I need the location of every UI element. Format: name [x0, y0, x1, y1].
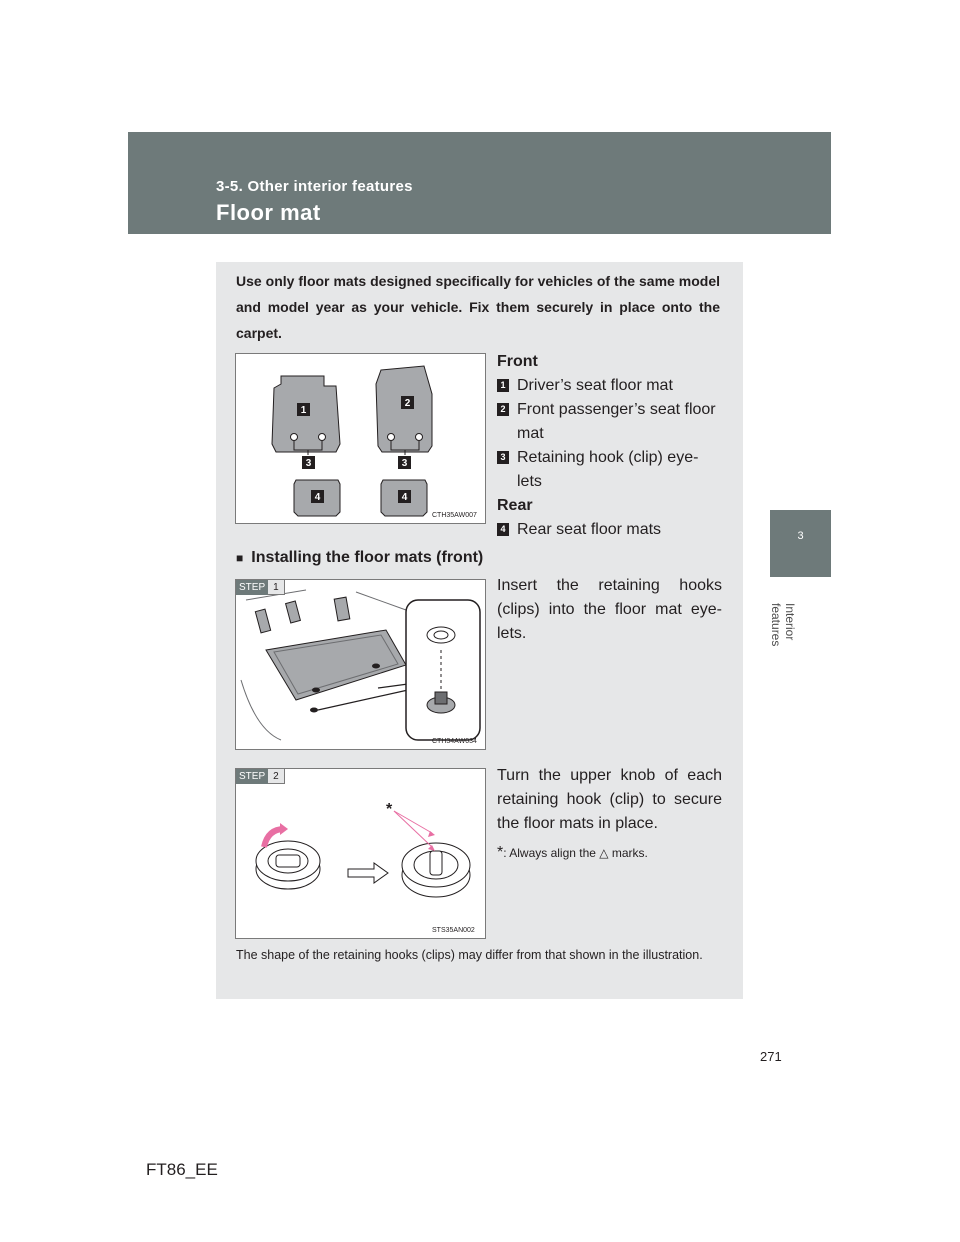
callout-3-right: [398, 456, 411, 469]
step2-illustration: [235, 768, 486, 939]
step2-text: Turn the upper knob of each retaining hook (clip) to secure the floor mats in place.: [497, 767, 722, 832]
floor-mat-diagram: [235, 353, 486, 524]
legend-item: 3 Retaining hook (clip) eye-lets: [497, 446, 722, 494]
legend-badge: 3: [497, 451, 509, 464]
legend-badge: 4: [497, 523, 509, 536]
rear-heading: Rear: [497, 497, 533, 514]
chapter-tab: [770, 510, 831, 577]
step1-badge: STEP 1: [236, 580, 285, 595]
document-code: FT86_EE: [146, 1160, 218, 1179]
svg-text:2: 2: [404, 398, 411, 409]
page-header: [128, 132, 831, 234]
legend-badge: 2: [497, 403, 509, 416]
asterisk: *: [386, 801, 393, 818]
footnote: The shape of the retaining hooks (clips) may differ from that shown in the illustration.: [236, 948, 703, 962]
step2-badge: STEP 2: [236, 769, 285, 784]
chapter-label: Interior features: [769, 603, 797, 647]
legend-item: 1 Driver’s seat floor mat: [497, 374, 722, 398]
legend: [497, 350, 722, 542]
callout-4-left: [311, 490, 324, 503]
step1-illustration: [235, 579, 486, 750]
legend-badge: 1: [497, 379, 509, 392]
content-panel: [216, 262, 743, 999]
svg-text:4: 4: [314, 492, 321, 503]
svg-text:3: 3: [401, 458, 408, 469]
callout-1: [297, 403, 310, 416]
legend-item: 2 Front passenger’s seat floor mat: [497, 398, 722, 446]
intro-text: Use only floor mats designed specifically for vehicles of the same model and model year as your vehicle. Fix them securely in place onto the carpet.: [236, 273, 720, 341]
svg-text:4: 4: [401, 492, 408, 503]
page-title: Floor mat: [216, 200, 321, 225]
install-heading: ■ Installing the floor mats (front): [236, 549, 484, 566]
figure-code: CTH35AW007: [432, 512, 477, 519]
step1-text: Insert the retaining hooks (clips) into the floor mat eye-lets.: [497, 577, 722, 642]
front-heading: Front: [497, 353, 538, 370]
triangle-bullet-icon: ■: [236, 551, 244, 565]
step2-note: *: Always align the △ marks.: [497, 844, 648, 861]
chapter-number: 3: [797, 530, 804, 542]
callout-4-right: [398, 490, 411, 503]
callout-2: [401, 396, 414, 409]
figure-code: CTH34AW034: [432, 738, 477, 745]
page-number: 271: [760, 1049, 782, 1064]
section-title: 3-5. Other interior features: [216, 178, 413, 195]
step2-block: [497, 764, 722, 862]
callout-3-left: [302, 456, 315, 469]
legend-item: 4 Rear seat floor mats: [497, 518, 722, 542]
figure-code: STS35AN002: [432, 927, 475, 934]
svg-text:1: 1: [300, 405, 307, 416]
svg-text:3: 3: [305, 458, 312, 469]
